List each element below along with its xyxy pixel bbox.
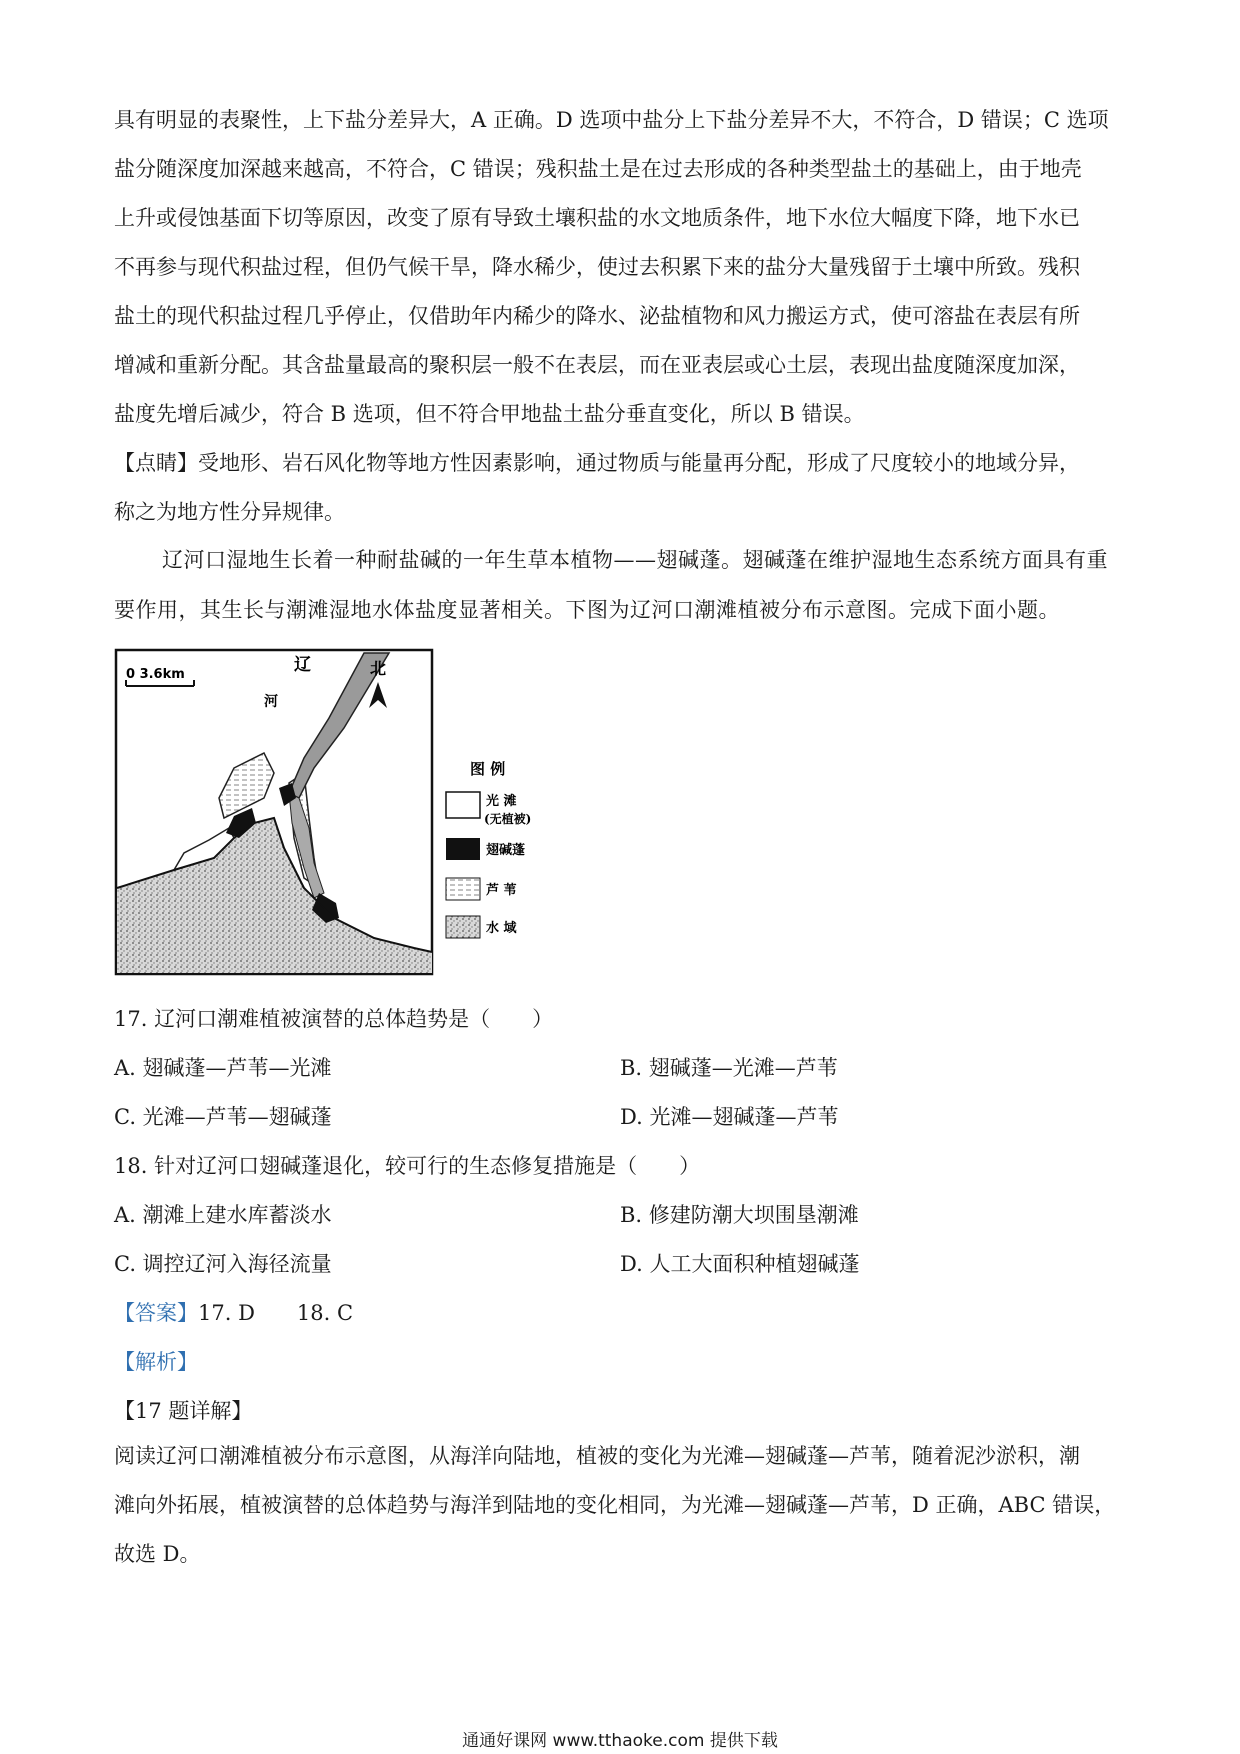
q17-option-c[interactable]: C. 光滩—芦苇—翅碱蓬 [114, 1105, 332, 1129]
q17-option-a[interactable]: A. 翅碱蓬—芦苇—光滩 [114, 1056, 332, 1080]
intro-text: 辽河口湿地生长着一种耐盐碱的一年生草本植物——翅碱蓬。翅碱蓬在维护湿地生态系统方面具有重要作用，其生长与潮滩湿地水体盐度显著相关。下图为辽河口潮滩植被分布示意图。完成下面小题。 [114, 548, 1108, 622]
answer-text: 17. D 18. C [198, 1301, 354, 1325]
text-line: 具有明显的表聚性，上下盐分差异大，A 正确。D 选项中盐分上下盐分差异不大，不符合，D 错误；C 选项 [114, 108, 1109, 132]
text-line: 盐分随深度加深越来越高，不符合，C 错误；残积盐土是在过去形成的各种类型盐土的基础上，由于地壳 [114, 157, 1082, 181]
north-label: 北 [370, 659, 387, 678]
legend-label: 光 滩 [486, 794, 517, 809]
answer-line [114, 1297, 353, 1327]
q18-option-c[interactable]: C. 调控辽河入海径流量 [114, 1252, 332, 1276]
legend-swatch-water [446, 916, 480, 938]
text-line: 不再参与现代积盐过程，但仍气候干旱，降水稀少，使过去积累下来的盐分大量残留于土壤中所致。残积 [114, 255, 1080, 279]
legend-swatch-reed [446, 878, 480, 900]
legend-label: 翅碱蓬 [486, 843, 526, 858]
text-line: 上升或侵蚀基面下切等原因，改变了原有导致土壤积盐的水文地质条件，地下水位大幅度下降，地下水已 [114, 206, 1080, 230]
text-line: 盐度先增后减少，符合 B 选项，但不符合甲地盐土盐分垂直变化，所以 B 错误。 [114, 402, 865, 426]
legend-swatch-bare-flat [446, 792, 480, 818]
question-18-stem: 18. 针对辽河口翅碱蓬退化，较可行的生态修复措施是（ ） [114, 1154, 701, 1178]
q17-option-d[interactable]: D. 光滩—翅碱蓬—芦苇 [620, 1105, 839, 1129]
q18-option-d[interactable]: D. 人工大面积种植翅碱蓬 [620, 1252, 860, 1276]
text-line: 增减和重新分配。其含盐量最高的聚积层一般不在表层，而在亚表层或心土层，表现出盐度随深度加深， [114, 353, 1080, 377]
text-line: 滩向外拓展，植被演替的总体趋势与海洋到陆地的变化相同，为光滩—翅碱蓬—芦苇，D 正确，ABC 错误， [114, 1493, 1116, 1517]
text-line: 故选 D。 [114, 1542, 201, 1566]
detail-title: 【17 题详解】 [114, 1399, 253, 1423]
scale-label: 0 3.6km [126, 667, 185, 682]
page-footer: 通通好课网 www.tthaoke.com 提供下载 [462, 1731, 778, 1751]
top-paragraph [114, 96, 1124, 537]
q17-option-b[interactable]: B. 翅碱蓬—光滩—芦苇 [620, 1056, 838, 1080]
liaohe-estuary-vegetation-map [114, 648, 574, 978]
q18-option-a[interactable]: A. 潮滩上建水库蓄淡水 [114, 1203, 332, 1227]
text-line: 阅读辽河口潮滩植被分布示意图，从海洋向陆地，植被的变化为光滩—翅碱蓬—芦苇，随着泥沙淤积，潮 [114, 1444, 1080, 1468]
legend-title: 图 例 [470, 760, 506, 778]
legend-label: 水 域 [486, 921, 517, 936]
legend-sub: (无植被) [484, 812, 532, 826]
legend-label: 芦 苇 [486, 883, 517, 898]
answer-label: 【答案】 [114, 1301, 198, 1325]
question-intro [114, 535, 1124, 635]
analysis-label: 【解析】 [114, 1350, 198, 1374]
question-17-stem: 17. 辽河口潮难植被演替的总体趋势是（ ） [114, 1007, 554, 1031]
river-label: 辽 [294, 655, 311, 675]
river-label: 河 [264, 694, 278, 710]
legend-swatch-suaeda [446, 838, 480, 860]
text-line: 【点睛】受地形、岩石风化物等地方性因素影响，通过物质与能量再分配，形成了尺度较小的地域分异， [114, 451, 1080, 475]
detail-paragraph [114, 1432, 1124, 1579]
text-line: 称之为地方性分异规律。 [114, 500, 345, 524]
q18-option-b[interactable]: B. 修建防潮大坝围垦潮滩 [620, 1203, 859, 1227]
text-line: 盐土的现代积盐过程几乎停止，仅借助年内稀少的降水、泌盐植物和风力搬运方式，使可溶盐在表层有所 [114, 304, 1080, 328]
